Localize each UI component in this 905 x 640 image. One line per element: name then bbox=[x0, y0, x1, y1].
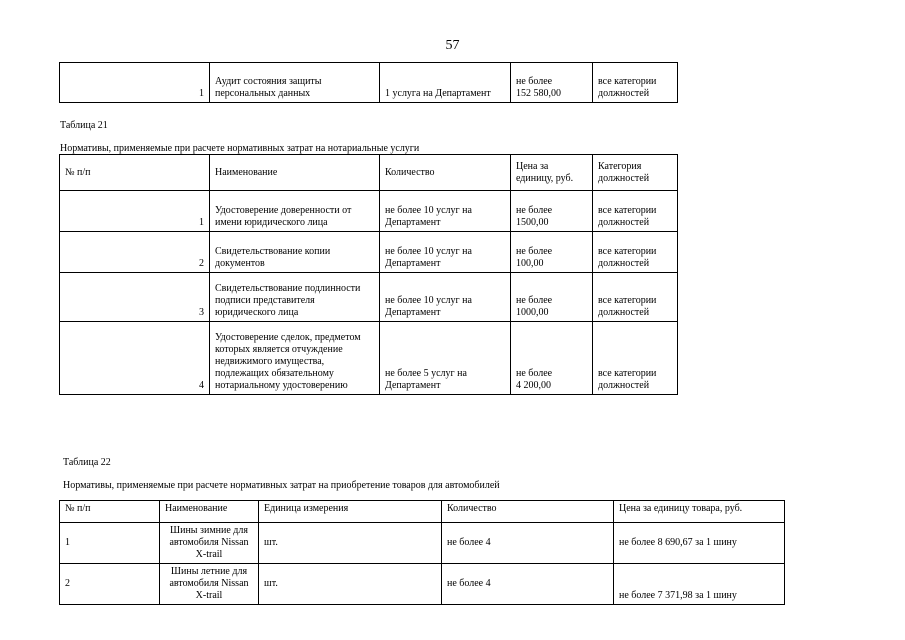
service-quantity: не более 5 услуг на Департамент bbox=[380, 322, 511, 395]
table-row bbox=[60, 232, 678, 273]
table-row bbox=[60, 273, 678, 322]
header-category: Категория должностей bbox=[593, 155, 678, 191]
header-qty: Количество bbox=[380, 155, 511, 191]
service-name: Удостоверение сделок, предметом которых является отчуждение недвижимого имущества, подлежащих обязательному нотариальному удостоверению bbox=[210, 322, 380, 395]
header-unit: Единица измерения bbox=[259, 501, 442, 523]
table22-label: Таблица 22 bbox=[63, 457, 111, 468]
service-category: все категории должностей bbox=[593, 232, 678, 273]
service-quantity: не более 10 услуг на Департамент bbox=[380, 232, 511, 273]
page-number: 57 bbox=[445, 38, 460, 53]
product-price: не более 7 371,98 за 1 шину bbox=[614, 564, 785, 605]
service-category: все категории должностей bbox=[593, 273, 678, 322]
product-price: не более 8 690,67 за 1 шину bbox=[614, 523, 785, 564]
service-quantity: 1 услуга на Департамент bbox=[380, 63, 511, 103]
service-quantity: не более 10 услуг на Департамент bbox=[380, 191, 511, 232]
table21 bbox=[59, 154, 678, 395]
service-price: не более 100,00 bbox=[511, 232, 593, 273]
row-number: 4 bbox=[60, 322, 210, 395]
service-name: Свидетельствование подлинности подписи представителя юридического лица bbox=[210, 273, 380, 322]
product-name: Шины летние для автомобиля Nissan X-trail bbox=[160, 564, 259, 605]
row-number: 3 bbox=[60, 273, 210, 322]
header-name: Наименование bbox=[210, 155, 380, 191]
service-name: Аудит состояния защиты персональных данных bbox=[210, 63, 380, 103]
product-quantity: не более 4 bbox=[442, 523, 614, 564]
service-price: не более 1000,00 bbox=[511, 273, 593, 322]
table22 bbox=[59, 500, 785, 605]
row-number: 2 bbox=[60, 232, 210, 273]
table-row bbox=[60, 564, 785, 605]
table-row bbox=[60, 63, 678, 103]
service-price: не более 4 200,00 bbox=[511, 322, 593, 395]
row-number: 2 bbox=[60, 564, 160, 605]
table-row bbox=[60, 191, 678, 232]
product-unit: шт. bbox=[259, 523, 442, 564]
row-number: 1 bbox=[60, 191, 210, 232]
header-price: Цена за единицу, руб. bbox=[511, 155, 593, 191]
header-price: Цена за единицу товара, руб. bbox=[614, 501, 785, 523]
service-quantity: не более 10 услуг на Департамент bbox=[380, 273, 511, 322]
table-header-row bbox=[60, 155, 678, 191]
table21-title: Нормативы, применяемые при расчете нормативных затрат на нотариальные услуги bbox=[60, 143, 420, 154]
continuation-table bbox=[59, 62, 678, 103]
row-number: 1 bbox=[60, 523, 160, 564]
header-name: Наименование bbox=[160, 501, 259, 523]
service-name: Удостоверение доверенности от имени юридического лица bbox=[210, 191, 380, 232]
table-row bbox=[60, 322, 678, 395]
service-category: все категории должностей bbox=[593, 63, 678, 103]
table21-label: Таблица 21 bbox=[60, 120, 108, 131]
product-quantity: не более 4 bbox=[442, 564, 614, 605]
header-qty: Количество bbox=[442, 501, 614, 523]
service-price: не более 152 580,00 bbox=[511, 63, 593, 103]
table22-title: Нормативы, применяемые при расчете нормативных затрат на приобретение товаров для автомобилей bbox=[63, 480, 500, 491]
header-num: № п/п bbox=[60, 155, 210, 191]
table-header-row bbox=[60, 501, 785, 523]
service-name: Свидетельствование копии документов bbox=[210, 232, 380, 273]
table-row bbox=[60, 523, 785, 564]
product-unit: шт. bbox=[259, 564, 442, 605]
service-category: все категории должностей bbox=[593, 191, 678, 232]
service-price: не более 1500,00 bbox=[511, 191, 593, 232]
product-name: Шины зимние для автомобиля Nissan X-trail bbox=[160, 523, 259, 564]
service-category: все категории должностей bbox=[593, 322, 678, 395]
row-number: 1 bbox=[60, 63, 210, 103]
header-num: № п/п bbox=[60, 501, 160, 523]
